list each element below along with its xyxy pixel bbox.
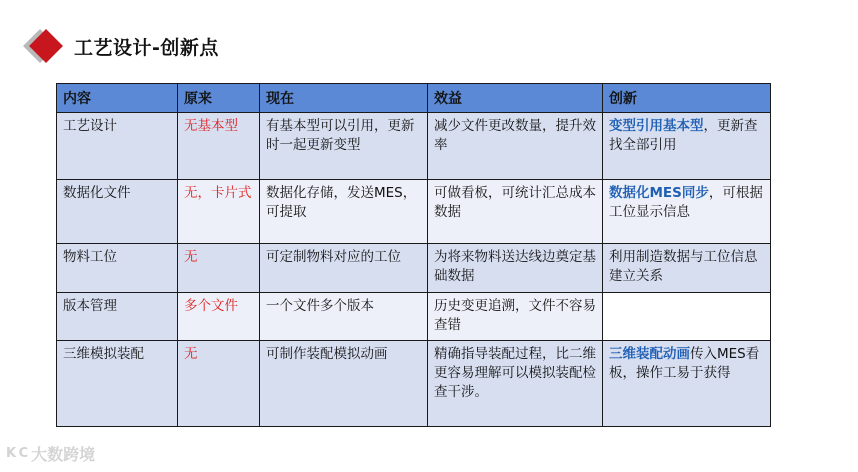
cell-benefit: 为将来物料送达线边奠定基础数据: [428, 244, 603, 293]
innovation-text: ，可根据工位显示信息: [609, 185, 763, 220]
row-label: 数据化文件: [57, 180, 178, 244]
row-label: 物料工位: [57, 244, 178, 293]
row-label: 工艺设计: [57, 113, 178, 180]
table-row: [57, 244, 771, 293]
table-row: [57, 293, 771, 341]
cell-benefit: 精确指导装配过程，比二维更容易理解可以模拟装配检查干涉。: [428, 341, 603, 427]
watermark: [6, 442, 95, 465]
cell-now: 可制作装配模拟动画: [260, 341, 428, 427]
header-innovation: 创新: [603, 84, 771, 113]
header-benefit: 效益: [428, 84, 603, 113]
cell-now: 一个文件多个版本: [260, 293, 428, 341]
innovation-text: 利用制造数据与工位信息建立关系: [609, 249, 758, 284]
slide-header: [24, 28, 219, 64]
row-label: 三维模拟装配: [57, 341, 178, 427]
cell-innovation: [603, 341, 771, 427]
cell-before: 无: [178, 341, 260, 427]
table-row: [57, 113, 771, 180]
cell-benefit: 减少文件更改数量，提升效率: [428, 113, 603, 180]
table-row: [57, 180, 771, 244]
header-content: 内容: [57, 84, 178, 113]
innovation-highlight: 变型引用基本型: [609, 118, 704, 134]
watermark-text: 大数跨境: [31, 445, 96, 464]
slide-title: 工艺设计-创新点: [74, 36, 219, 59]
cell-innovation: [603, 244, 771, 293]
cell-innovation: [603, 293, 771, 341]
table-header-row: [57, 84, 771, 113]
table-row: [57, 341, 771, 427]
cell-before: 无，卡片式: [178, 180, 260, 244]
comparison-table: [56, 83, 771, 427]
cell-benefit: 可做看板，可统计汇总成本数据: [428, 180, 603, 244]
cell-innovation: [603, 180, 771, 244]
cell-before: 无基本型: [178, 113, 260, 180]
row-label: 版本管理: [57, 293, 178, 341]
cell-now: 可定制物料对应的工位: [260, 244, 428, 293]
cell-before: 多个文件: [178, 293, 260, 341]
header-now: 现在: [260, 84, 428, 113]
header-before: 原来: [178, 84, 260, 113]
cell-now: 数据化存储，发送MES，可提取: [260, 180, 428, 244]
cell-now: 有基本型可以引用，更新时一起更新变型: [260, 113, 428, 180]
diamond-bullet-icon: [24, 28, 64, 64]
cell-before: 无: [178, 244, 260, 293]
innovation-text: ，更新查找全部引用: [609, 118, 758, 153]
cell-innovation: [603, 113, 771, 180]
watermark-logo-icon: K C: [6, 446, 28, 461]
innovation-text: 传入MES看板，操作工易于获得: [609, 346, 760, 381]
cell-benefit: 历史变更追溯，文件不容易查错: [428, 293, 603, 341]
innovation-highlight: 三维装配动画: [609, 346, 690, 362]
innovation-highlight: 数据化MES同步: [609, 185, 709, 201]
